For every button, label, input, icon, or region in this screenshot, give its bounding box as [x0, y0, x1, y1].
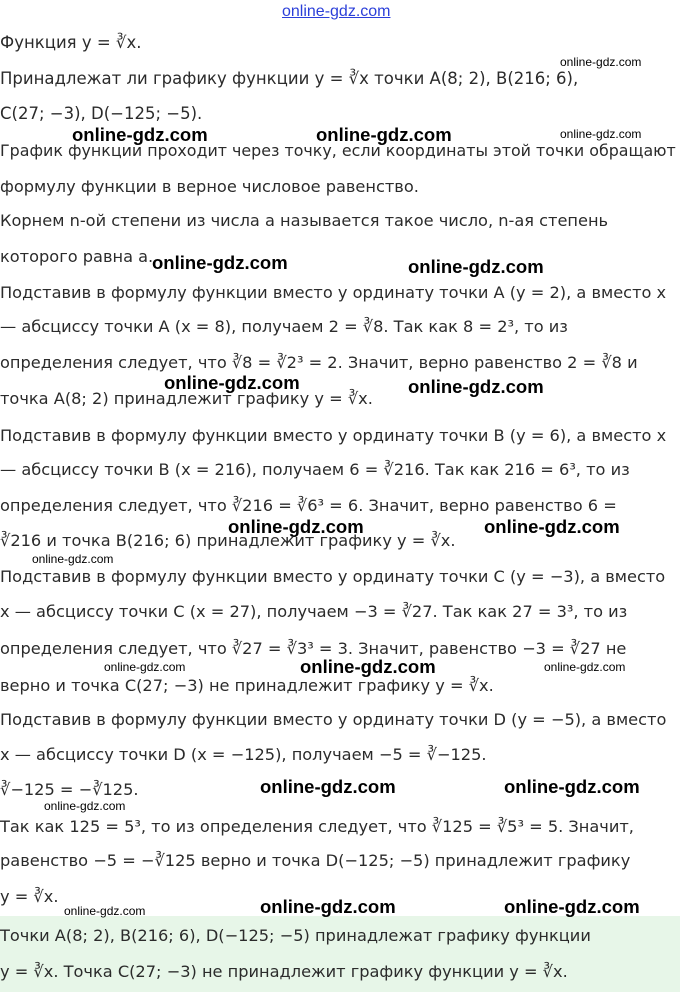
text-line: точка A(8; 2) принадлежит графику y = ∛x. — [0, 389, 373, 408]
text-line: определения следует, что ∛216 = ∛6³ = 6. Значит, верно равенство 6 = — [0, 496, 617, 515]
text-line: равенство −5 = −∛125 верно и точка D(−125; −5) принадлежит графику — [0, 851, 631, 870]
watermark: online-gdz.com — [504, 776, 640, 797]
watermark: online-gdz.com — [260, 896, 396, 917]
text-line: — абсциссу точки B (x = 216), получаем 6 = ∛216. Так как 216 = 6³, то из — [0, 460, 630, 479]
watermark-top[interactable]: online-gdz.com — [282, 3, 391, 20]
watermark: online-gdz.com — [32, 552, 114, 566]
watermark: online-gdz.com — [484, 516, 620, 537]
watermark: online-gdz.com — [260, 776, 396, 797]
text-line: Подставив в формулу функции вместо y ординату точки C (y = −3), а вместо — [0, 567, 666, 586]
text-line: которого равна a. — [0, 247, 154, 266]
watermark: online-gdz.com — [44, 799, 126, 813]
watermark: online-gdz.com — [104, 660, 186, 674]
text-line: Функция y = ∛x. — [0, 33, 142, 52]
watermark: online-gdz.com — [560, 55, 642, 69]
watermark: online-gdz.com — [152, 252, 288, 273]
text-line: График функции проходит через точку, если координаты этой точки обращают — [0, 141, 676, 160]
watermark: online-gdz.com — [316, 124, 452, 145]
text-line: y = ∛x. — [0, 887, 59, 906]
text-line: Так как 125 = 5³, то из определения следует, что ∛125 = ∛5³ = 5. Значит, — [0, 817, 634, 836]
text-line: C(27; −3), D(−125; −5). — [0, 104, 203, 123]
text-line: формулу функции в верное числовое равенство. — [0, 177, 419, 196]
watermark: online-gdz.com — [64, 904, 146, 918]
text-line: ∛−125 = −∛125. — [0, 780, 139, 799]
answer-line: Точки A(8; 2), B(216; 6), D(−125; −5) принадлежат графику функции — [0, 926, 591, 945]
text-line: Корнем n-ой степени из числа a называется такое число, n-ая степень — [0, 211, 609, 230]
watermark: online-gdz.com — [72, 124, 208, 145]
text-line: определения следует, что ∛8 = ∛2³ = 2. Значит, верно равенство 2 = ∛8 и — [0, 353, 638, 372]
watermark: online-gdz.com — [408, 376, 544, 397]
watermark: online-gdz.com — [504, 896, 640, 917]
text-line: Принадлежат ли графику функции y = ∛x точки A(8; 2), B(216; 6), — [0, 69, 579, 88]
answer-line: y = ∛x. Точка C(27; −3) не принадлежит графику функции y = ∛x. — [0, 962, 568, 981]
watermark: online-gdz.com — [164, 372, 300, 393]
text-line: верно и точка C(27; −3) не принадлежит графику y = ∛x. — [0, 676, 494, 695]
text-line: Подставив в формулу функции вместо y ординату точки B (y = 6), а вместо x — [0, 426, 667, 445]
watermark: online-gdz.com — [560, 127, 642, 141]
text-line: определения следует, что ∛27 = ∛3³ = 3. Значит, равенство −3 = ∛27 не — [0, 639, 627, 658]
text-line: Подставив в формулу функции вместо y ординату точки A (y = 2), а вместо x — [0, 283, 667, 302]
text-line: x — абсциссу точки D (x = −125), получаем −5 = ∛−125. — [0, 745, 487, 764]
watermark: online-gdz.com — [544, 660, 626, 674]
text-line: x — абсциссу точки C (x = 27), получаем −3 = ∛27. Так как 27 = 3³, то из — [0, 602, 628, 621]
text-line: — абсциссу точки A (x = 8), получаем 2 = ∛8. Так как 8 = 2³, то из — [0, 317, 568, 336]
watermark: online-gdz.com — [300, 656, 436, 677]
watermark: online-gdz.com — [228, 516, 364, 537]
text-line: Подставив в формулу функции вместо y ординату точки D (y = −5), а вместо — [0, 710, 667, 729]
watermark: online-gdz.com — [408, 256, 544, 277]
text-line: ∛216 и точка B(216; 6) принадлежит графику y = ∛x. — [0, 531, 456, 550]
